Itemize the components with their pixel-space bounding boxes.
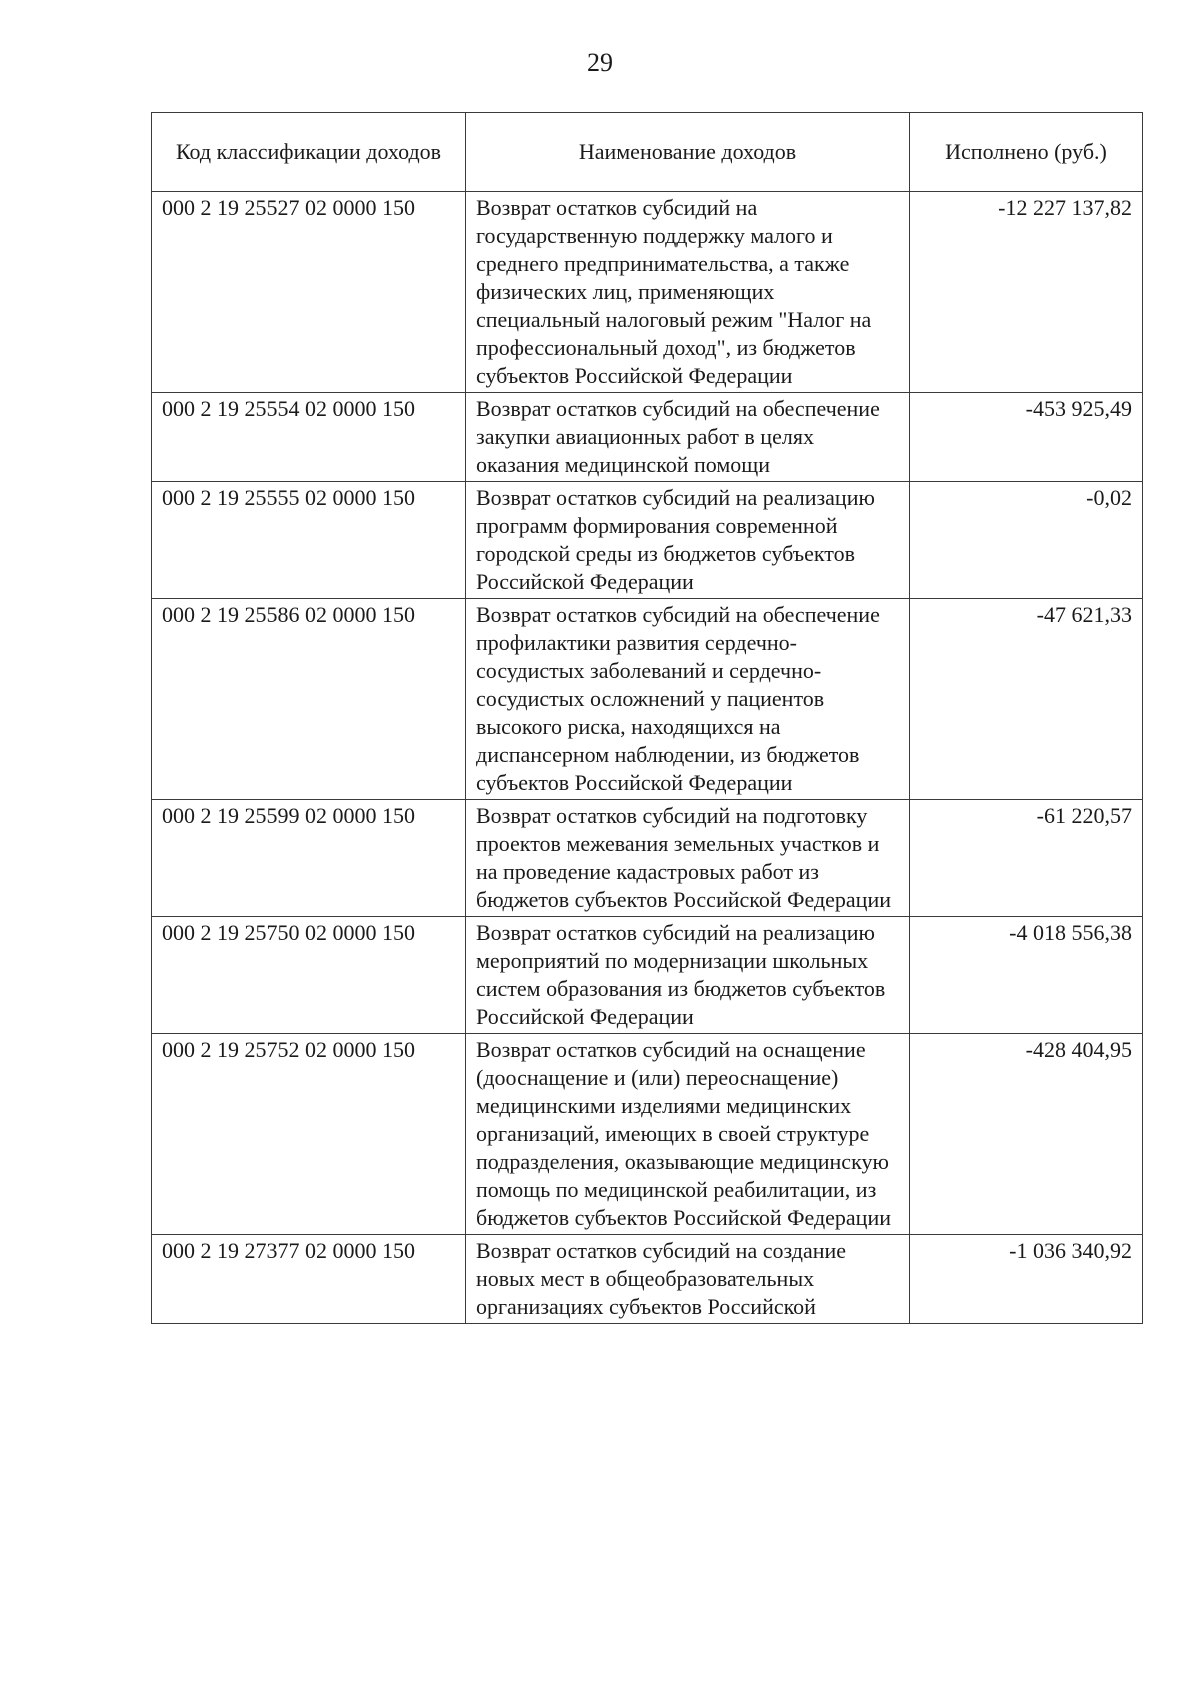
executed-amount: -61 220,57 <box>910 800 1143 917</box>
classification-code: 000 2 19 25586 02 0000 150 <box>152 599 466 800</box>
executed-amount: -0,02 <box>910 482 1143 599</box>
executed-amount: -47 621,33 <box>910 599 1143 800</box>
revenue-name: Возврат остатков субсидий на государственную поддержку малого и среднего предпринимательства, а также физических лиц, применяющих специальный налоговый режим "Налог на профессиональный доход", из бюджетов субъектов Российской Федерации <box>466 192 910 393</box>
executed-amount: -4 018 556,38 <box>910 917 1143 1034</box>
classification-code: 000 2 19 25599 02 0000 150 <box>152 800 466 917</box>
table-row <box>152 917 1143 1034</box>
table-row <box>152 599 1143 800</box>
revenue-name: Возврат остатков субсидий на обеспечение профилактики развития сердечно-сосудистых заболеваний и сердечно-сосудистых осложнений у пациентов высокого риска, находящихся на диспансерном наблюдении, из бюджетов субъектов Российской Федерации <box>466 599 910 800</box>
table-row <box>152 1034 1143 1235</box>
header-revenue-name: Наименование доходов <box>466 113 910 192</box>
revenue-name: Возврат остатков субсидий на реализацию мероприятий по модернизации школьных систем образования из бюджетов субъектов Российской Федерации <box>466 917 910 1034</box>
table-row <box>152 800 1143 917</box>
revenue-name: Возврат остатков субсидий на создание новых мест в общеобразовательных организациях субъектов Российской <box>466 1235 910 1324</box>
header-row <box>152 113 1143 192</box>
table-body <box>152 192 1143 1324</box>
executed-amount: -12 227 137,82 <box>910 192 1143 393</box>
revenue-table <box>151 112 1143 1324</box>
executed-amount: -1 036 340,92 <box>910 1235 1143 1324</box>
classification-code: 000 2 19 25750 02 0000 150 <box>152 917 466 1034</box>
table-header <box>152 113 1143 192</box>
classification-code: 000 2 19 25527 02 0000 150 <box>152 192 466 393</box>
table-row <box>152 1235 1143 1324</box>
revenue-name: Возврат остатков субсидий на реализацию программ формирования современной городской среды из бюджетов субъектов Российской Федерации <box>466 482 910 599</box>
classification-code: 000 2 19 27377 02 0000 150 <box>152 1235 466 1324</box>
revenue-name: Возврат остатков субсидий на обеспечение закупки авиационных работ в целях оказания медицинской помощи <box>466 393 910 482</box>
header-executed-amount: Исполнено (руб.) <box>910 113 1143 192</box>
page-number: 29 <box>587 48 613 77</box>
revenue-name: Возврат остатков субсидий на оснащение (дооснащение и (или) переоснащение) медицинскими изделиями медицинских организаций, имеющих в своей структуре подразделения, оказывающие медицинскую помощь по медицинской реабилитации, из бюджетов субъектов Российской Федерации <box>466 1034 910 1235</box>
executed-amount: -453 925,49 <box>910 393 1143 482</box>
classification-code: 000 2 19 25554 02 0000 150 <box>152 393 466 482</box>
classification-code: 000 2 19 25555 02 0000 150 <box>152 482 466 599</box>
executed-amount: -428 404,95 <box>910 1034 1143 1235</box>
table-row <box>152 482 1143 599</box>
classification-code: 000 2 19 25752 02 0000 150 <box>152 1034 466 1235</box>
table-row <box>152 192 1143 393</box>
table-row <box>152 393 1143 482</box>
revenue-name: Возврат остатков субсидий на подготовку проектов межевания земельных участков и на проведение кадастровых работ из бюджетов субъектов Российской Федерации <box>466 800 910 917</box>
header-classification-code: Код классификации доходов <box>152 113 466 192</box>
